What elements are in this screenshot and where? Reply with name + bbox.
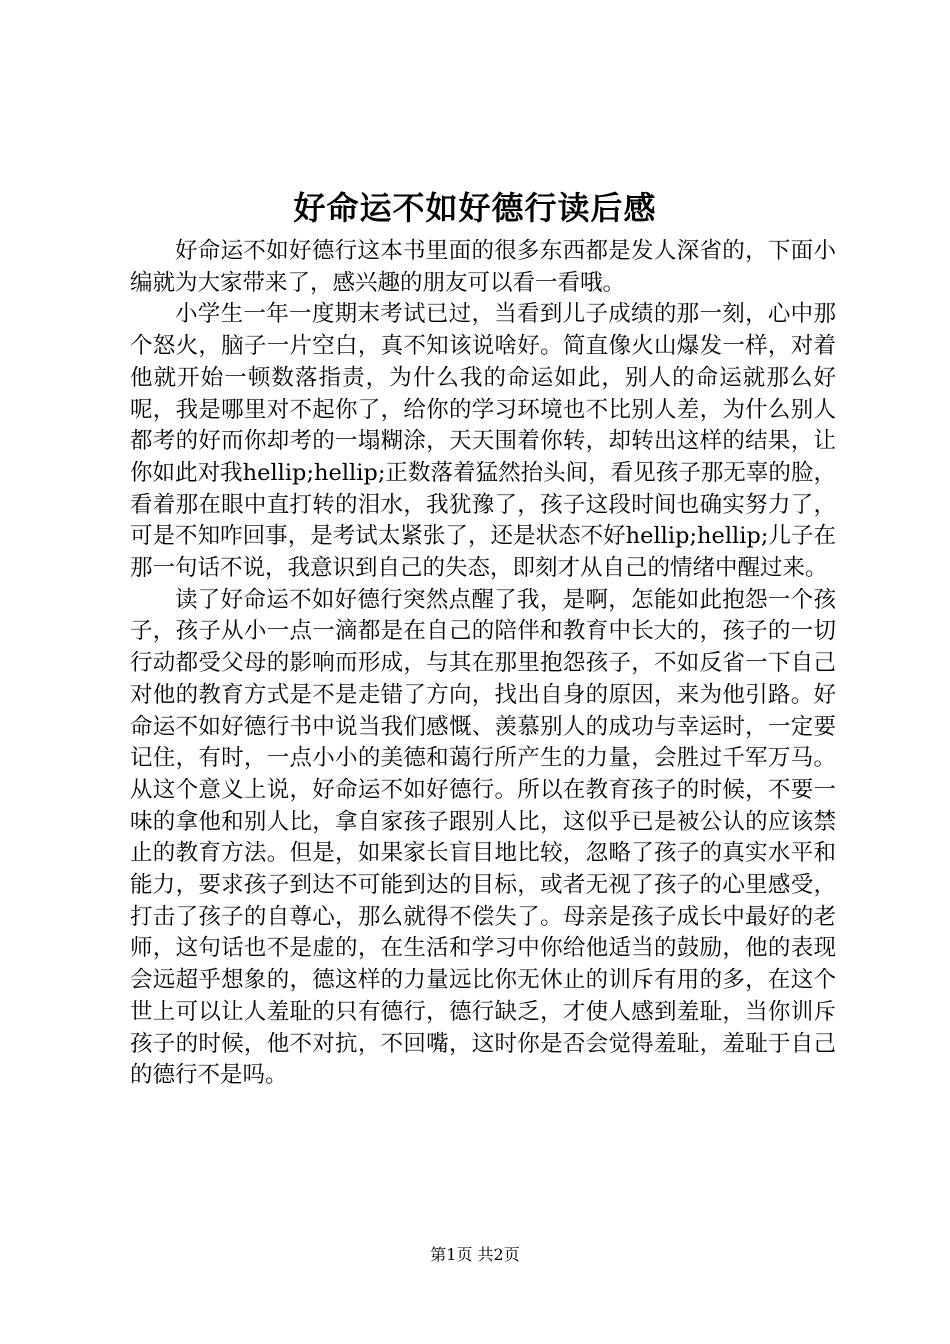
paragraph-reflection: 读了好命运不如好德行突然点醒了我，是啊，怎能如此抱怨一个孩子，孩子从小一点一滴都是在自己的陪伴和教育中长大的，孩子的一切行动都受父母的影响而形成，与其在那里抱怨孩子，不如反省一下自己对他的教育方式是不是走错了方向，找出自身的原因，来为他引路。好命运不如好德行书中说当我们感慨、羡慕别人的成功与幸运时，一定要记住，有时，一点小小的美德和蔼行所产生的力量，会胜过千军万马。从这个意义上说，好命运不如好德行。所以在教育孩子的时候，不要一味的拿他和别人比，拿自家孩子跟别人比，这似乎已是被公认的应该禁止的教育方法。但是，如果家长盲目地比较，忽略了孩子的真实水平和能力，要求孩子到达不可能到达的目标，或者无视了孩子的心里感受，打击了孩子的自尊心，那么就得不偿失了。母亲是孩子成长中最好的老师，这句话也不是虚的，在生活和学习中你给他适当的鼓励，他的表现会远超乎想象的，德这样的力量远比你无休止的训斥有用的多，在这个世上可以让人羞耻的只有德行，德行缺乏，才使人感到羞耻，当你训斥孩子的时候，他不对抗，不回嘴，这时你是否会觉得羞耻，羞耻于自己的德行不是吗。 [130,586,836,1089]
paragraph-intro: 好命运不如好德行这本书里面的很多东西都是发人深省的，下面小编就为大家带来了，感兴趣的朋友可以看一看哦。 [130,238,836,296]
page-number-footer: 第1页 共2页 [430,1245,520,1264]
paragraph-exam-story: 小学生一年一度期末考试已过，当看到儿子成绩的那一刻，心中那个怒火，脑子一片空白，真不知该说啥好。简直像火山爆发一样，对着他就开始一顿数落指责，为什么我的命运如此，别人的命运就那么好呢，我是哪里对不起你了，给你的学习环境也不比别人差，为什么别人都考的好而你却考的一塌糊涂，天天围着你转，却转出这样的结果，让你如此对我hellip;hellip;正数落着猛然抬头间，看见孩子那无辜的脸，看着那在眼中直打转的泪水，我犹豫了，孩子这段时间也确实努力了，可是不知咋回事，是考试太紧张了，还是状态不好hellip;hellip;儿子在那一句话不说，我意识到自己的失态，即刻才从自己的情绪中醒过来。 [130,301,836,582]
document-title: 好命运不如好德行读后感 [293,189,657,227]
document-body [130,236,836,1092]
